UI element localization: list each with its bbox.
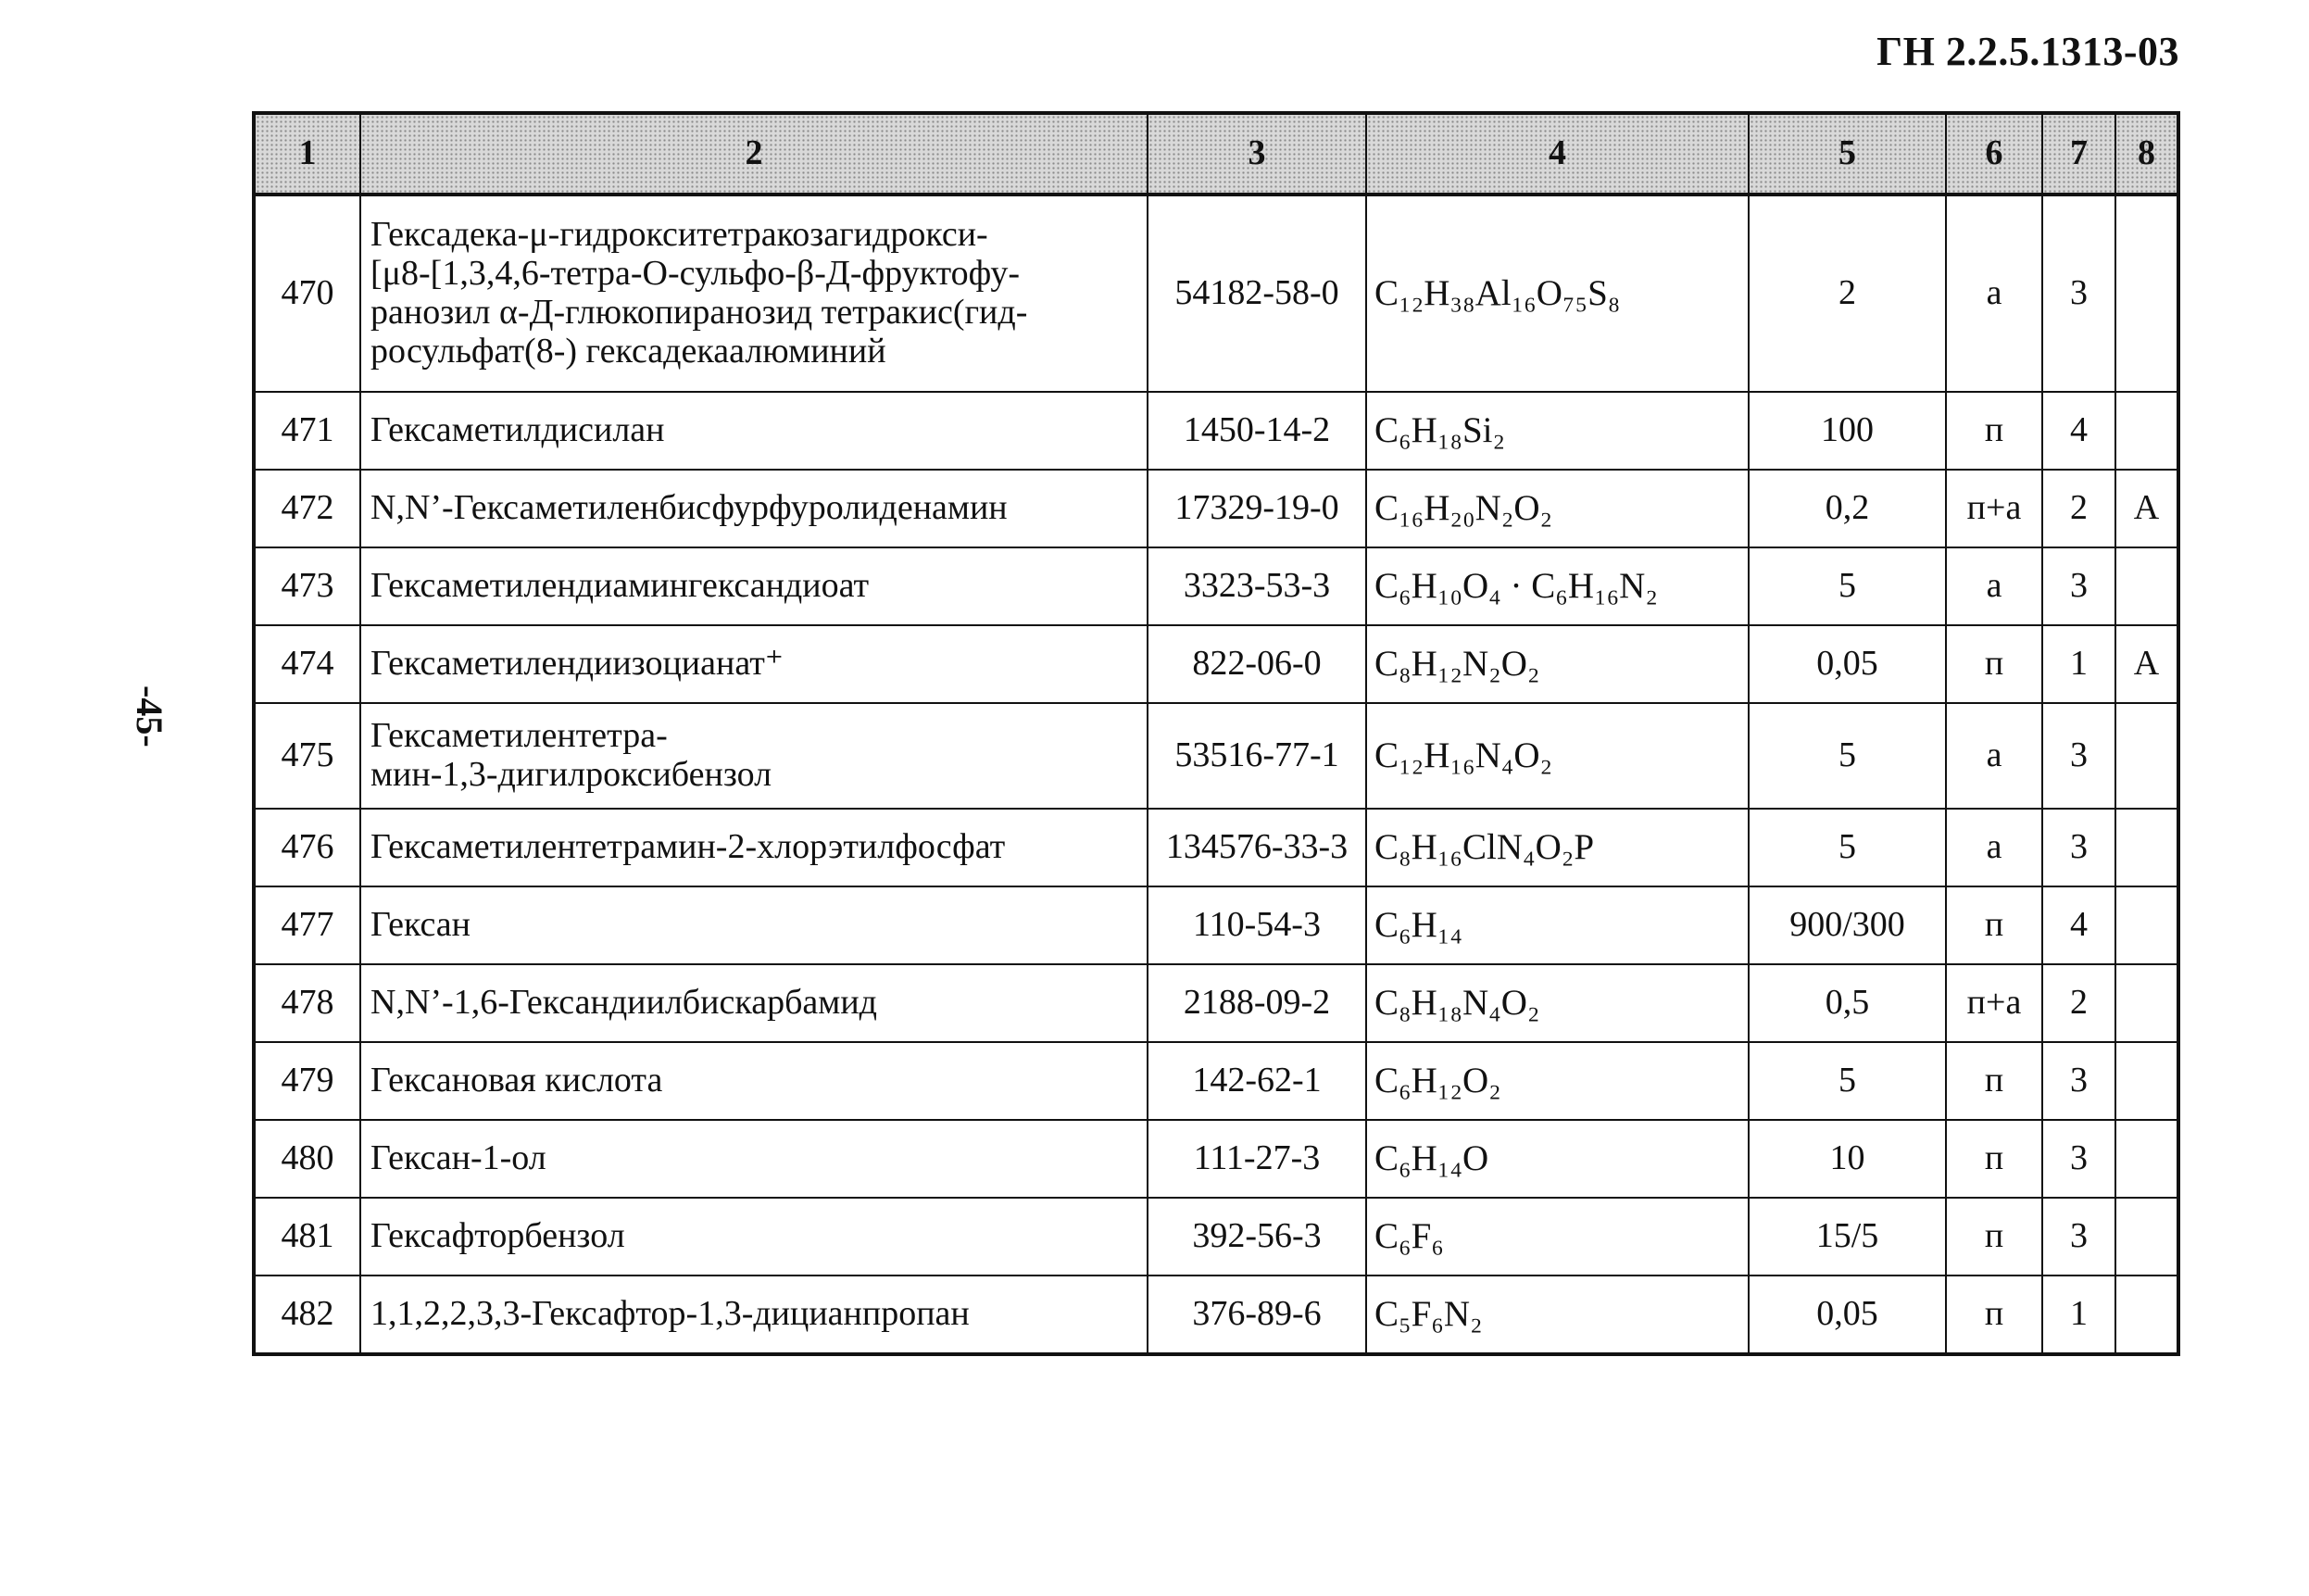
aggregate-state: п: [1946, 1042, 2042, 1120]
note: [2115, 195, 2178, 392]
hazard-class: 3: [2042, 547, 2115, 625]
cas-number: 54182-58-0: [1148, 195, 1366, 392]
row-number: 480: [254, 1120, 360, 1198]
header-row: [254, 113, 2178, 195]
column-header: 6: [1946, 113, 2042, 195]
name-line: росульфат(8-) гексадекаалюминий: [370, 331, 886, 371]
aggregate-state: п: [1946, 1276, 2042, 1354]
cas-number: 822-06-0: [1148, 625, 1366, 703]
substance-name: N,N’-Гексаметиленбисфурфуролиденамин: [360, 470, 1148, 547]
row-number: 479: [254, 1042, 360, 1120]
cas-number: 110-54-3: [1148, 886, 1366, 964]
chemical-formula: C₆H₁₄O: [1366, 1120, 1749, 1198]
substance-name: Гексаметилентетрамин-2-хлорэтилфосфат: [360, 809, 1148, 886]
limit-value: 5: [1749, 1042, 1946, 1120]
row-number: 475: [254, 703, 360, 809]
hazard-class: 3: [2042, 195, 2115, 392]
hazard-class: 3: [2042, 1198, 2115, 1276]
aggregate-state: п: [1946, 1198, 2042, 1276]
limit-value: 0,2: [1749, 470, 1946, 547]
column-header: 3: [1148, 113, 1366, 195]
cas-number: 17329-19-0: [1148, 470, 1366, 547]
note: [2115, 1276, 2178, 1354]
hazard-class: 1: [2042, 1276, 2115, 1354]
substance-name: Гексан: [360, 886, 1148, 964]
aggregate-state: а: [1946, 547, 2042, 625]
table-row: [254, 1120, 2178, 1198]
column-header: 4: [1366, 113, 1749, 195]
substances-table: [252, 111, 2180, 1356]
chemical-formula: C₆H₁₀O₄ · C₆H₁₆N₂: [1366, 547, 1749, 625]
substance-name: Гексаметилдисилан: [360, 392, 1148, 470]
table-row: [254, 964, 2178, 1042]
table-row: [254, 703, 2178, 809]
substance-name: N,N’-1,6-Гександиилбискарбамид: [360, 964, 1148, 1042]
limit-value: 2: [1749, 195, 1946, 392]
substance-name: Гексафторбензол: [360, 1198, 1148, 1276]
chemical-formula: C₆H₁₈Si₂: [1366, 392, 1749, 470]
hazard-class: 3: [2042, 1042, 2115, 1120]
limit-value: 5: [1749, 809, 1946, 886]
row-number: 481: [254, 1198, 360, 1276]
limit-value: 10: [1749, 1120, 1946, 1198]
hazard-class: 3: [2042, 703, 2115, 809]
substance-name: [360, 703, 1148, 809]
note: [2115, 392, 2178, 470]
note: [2115, 1198, 2178, 1276]
row-number: 473: [254, 547, 360, 625]
table-row: [254, 1276, 2178, 1354]
row-number: 471: [254, 392, 360, 470]
column-header: 7: [2042, 113, 2115, 195]
limit-value: 5: [1749, 547, 1946, 625]
cas-number: 2188-09-2: [1148, 964, 1366, 1042]
row-number: 472: [254, 470, 360, 547]
hazard-class: 3: [2042, 809, 2115, 886]
name-line: [μ8-[1,3,4,6-тетра-О-сульфо-β-Д-фруктофу-: [370, 254, 1020, 294]
hazard-class: 4: [2042, 392, 2115, 470]
aggregate-state: а: [1946, 809, 2042, 886]
limit-value: 0,05: [1749, 1276, 1946, 1354]
column-header: 2: [360, 113, 1148, 195]
limit-value: 900/300: [1749, 886, 1946, 964]
chemical-formula: C₈H₁₈N₄O₂: [1366, 964, 1749, 1042]
aggregate-state: п+а: [1946, 964, 2042, 1042]
note: [2115, 886, 2178, 964]
substance-name: Гексаметилендиамингександиоат: [360, 547, 1148, 625]
chemical-formula: C₆H₁₂O₂: [1366, 1042, 1749, 1120]
cas-number: 1450-14-2: [1148, 392, 1366, 470]
cas-number: 111-27-3: [1148, 1120, 1366, 1198]
note: [2115, 703, 2178, 809]
limit-value: 15/5: [1749, 1198, 1946, 1276]
row-number: 474: [254, 625, 360, 703]
note: А: [2115, 470, 2178, 547]
name-line: Гексаметилентетра-: [370, 716, 668, 756]
limit-value: 5: [1749, 703, 1946, 809]
document-code: ГН 2.2.5.1313-03: [1876, 29, 2179, 74]
substance-name: Гексан-1-ол: [360, 1120, 1148, 1198]
table-row: [254, 625, 2178, 703]
table-row: [254, 809, 2178, 886]
hazard-class: 3: [2042, 1120, 2115, 1198]
substance-name: Гексаметилендиизоцианат⁺: [360, 625, 1148, 703]
aggregate-state: п+а: [1946, 470, 2042, 547]
chemical-formula: C₅F₆N₂: [1366, 1276, 1749, 1354]
table-row: [254, 1198, 2178, 1276]
chemical-formula: C₈H₁₆ClN₄O₂P: [1366, 809, 1749, 886]
chemical-formula: C₁₆H₂₀N₂O₂: [1366, 470, 1749, 547]
substance-name: 1,1,2,2,3,3-Гексафтор-1,3-дицианпропан: [360, 1276, 1148, 1354]
row-number: 477: [254, 886, 360, 964]
cas-number: 376-89-6: [1148, 1276, 1366, 1354]
aggregate-state: п: [1946, 625, 2042, 703]
note: [2115, 809, 2178, 886]
substance-name: Гексановая кислота: [360, 1042, 1148, 1120]
table-row: [254, 547, 2178, 625]
note: [2115, 547, 2178, 625]
substance-name: [360, 195, 1148, 392]
column-header: 8: [2115, 113, 2178, 195]
table-row: [254, 1042, 2178, 1120]
limit-value: 0,05: [1749, 625, 1946, 703]
chemical-formula: C₁₂H₃₈Al₁₆O₇₅S₈: [1366, 195, 1749, 392]
cas-number: 142-62-1: [1148, 1042, 1366, 1120]
column-header: 5: [1749, 113, 1946, 195]
table-row: [254, 392, 2178, 470]
page-number: -45-: [129, 685, 170, 748]
row-number: 482: [254, 1276, 360, 1354]
chemical-formula: C₆F₆: [1366, 1198, 1749, 1276]
chemical-formula: C₁₂H₁₆N₄O₂: [1366, 703, 1749, 809]
hazard-class: 2: [2042, 470, 2115, 547]
aggregate-state: а: [1946, 703, 2042, 809]
limit-value: 0,5: [1749, 964, 1946, 1042]
aggregate-state: п: [1946, 886, 2042, 964]
name-line: Гексадека-μ-гидрокситетракозагидрокси-: [370, 215, 988, 255]
note: [2115, 964, 2178, 1042]
chemical-formula: C₈H₁₂N₂O₂: [1366, 625, 1749, 703]
cas-number: 392-56-3: [1148, 1198, 1366, 1276]
table-row: [254, 886, 2178, 964]
name-line: мин-1,3-дигилроксибензол: [370, 755, 772, 794]
aggregate-state: а: [1946, 195, 2042, 392]
row-number: 470: [254, 195, 360, 392]
column-header: 1: [254, 113, 360, 195]
hazard-class: 2: [2042, 964, 2115, 1042]
note: [2115, 1042, 2178, 1120]
hazard-class: 4: [2042, 886, 2115, 964]
row-number: 476: [254, 809, 360, 886]
aggregate-state: п: [1946, 1120, 2042, 1198]
cas-number: 53516-77-1: [1148, 703, 1366, 809]
note: [2115, 1120, 2178, 1198]
limit-value: 100: [1749, 392, 1946, 470]
cas-number: 3323-53-3: [1148, 547, 1366, 625]
row-number: 478: [254, 964, 360, 1042]
name-line: ранозил α-Д-глюкопиранозид тетракис(гид-: [370, 293, 1028, 332]
hazard-class: 1: [2042, 625, 2115, 703]
cas-number: 134576-33-3: [1148, 809, 1366, 886]
note: А: [2115, 625, 2178, 703]
aggregate-state: п: [1946, 392, 2042, 470]
chemical-formula: C₆H₁₄: [1366, 886, 1749, 964]
table-row: [254, 195, 2178, 392]
table-row: [254, 470, 2178, 547]
